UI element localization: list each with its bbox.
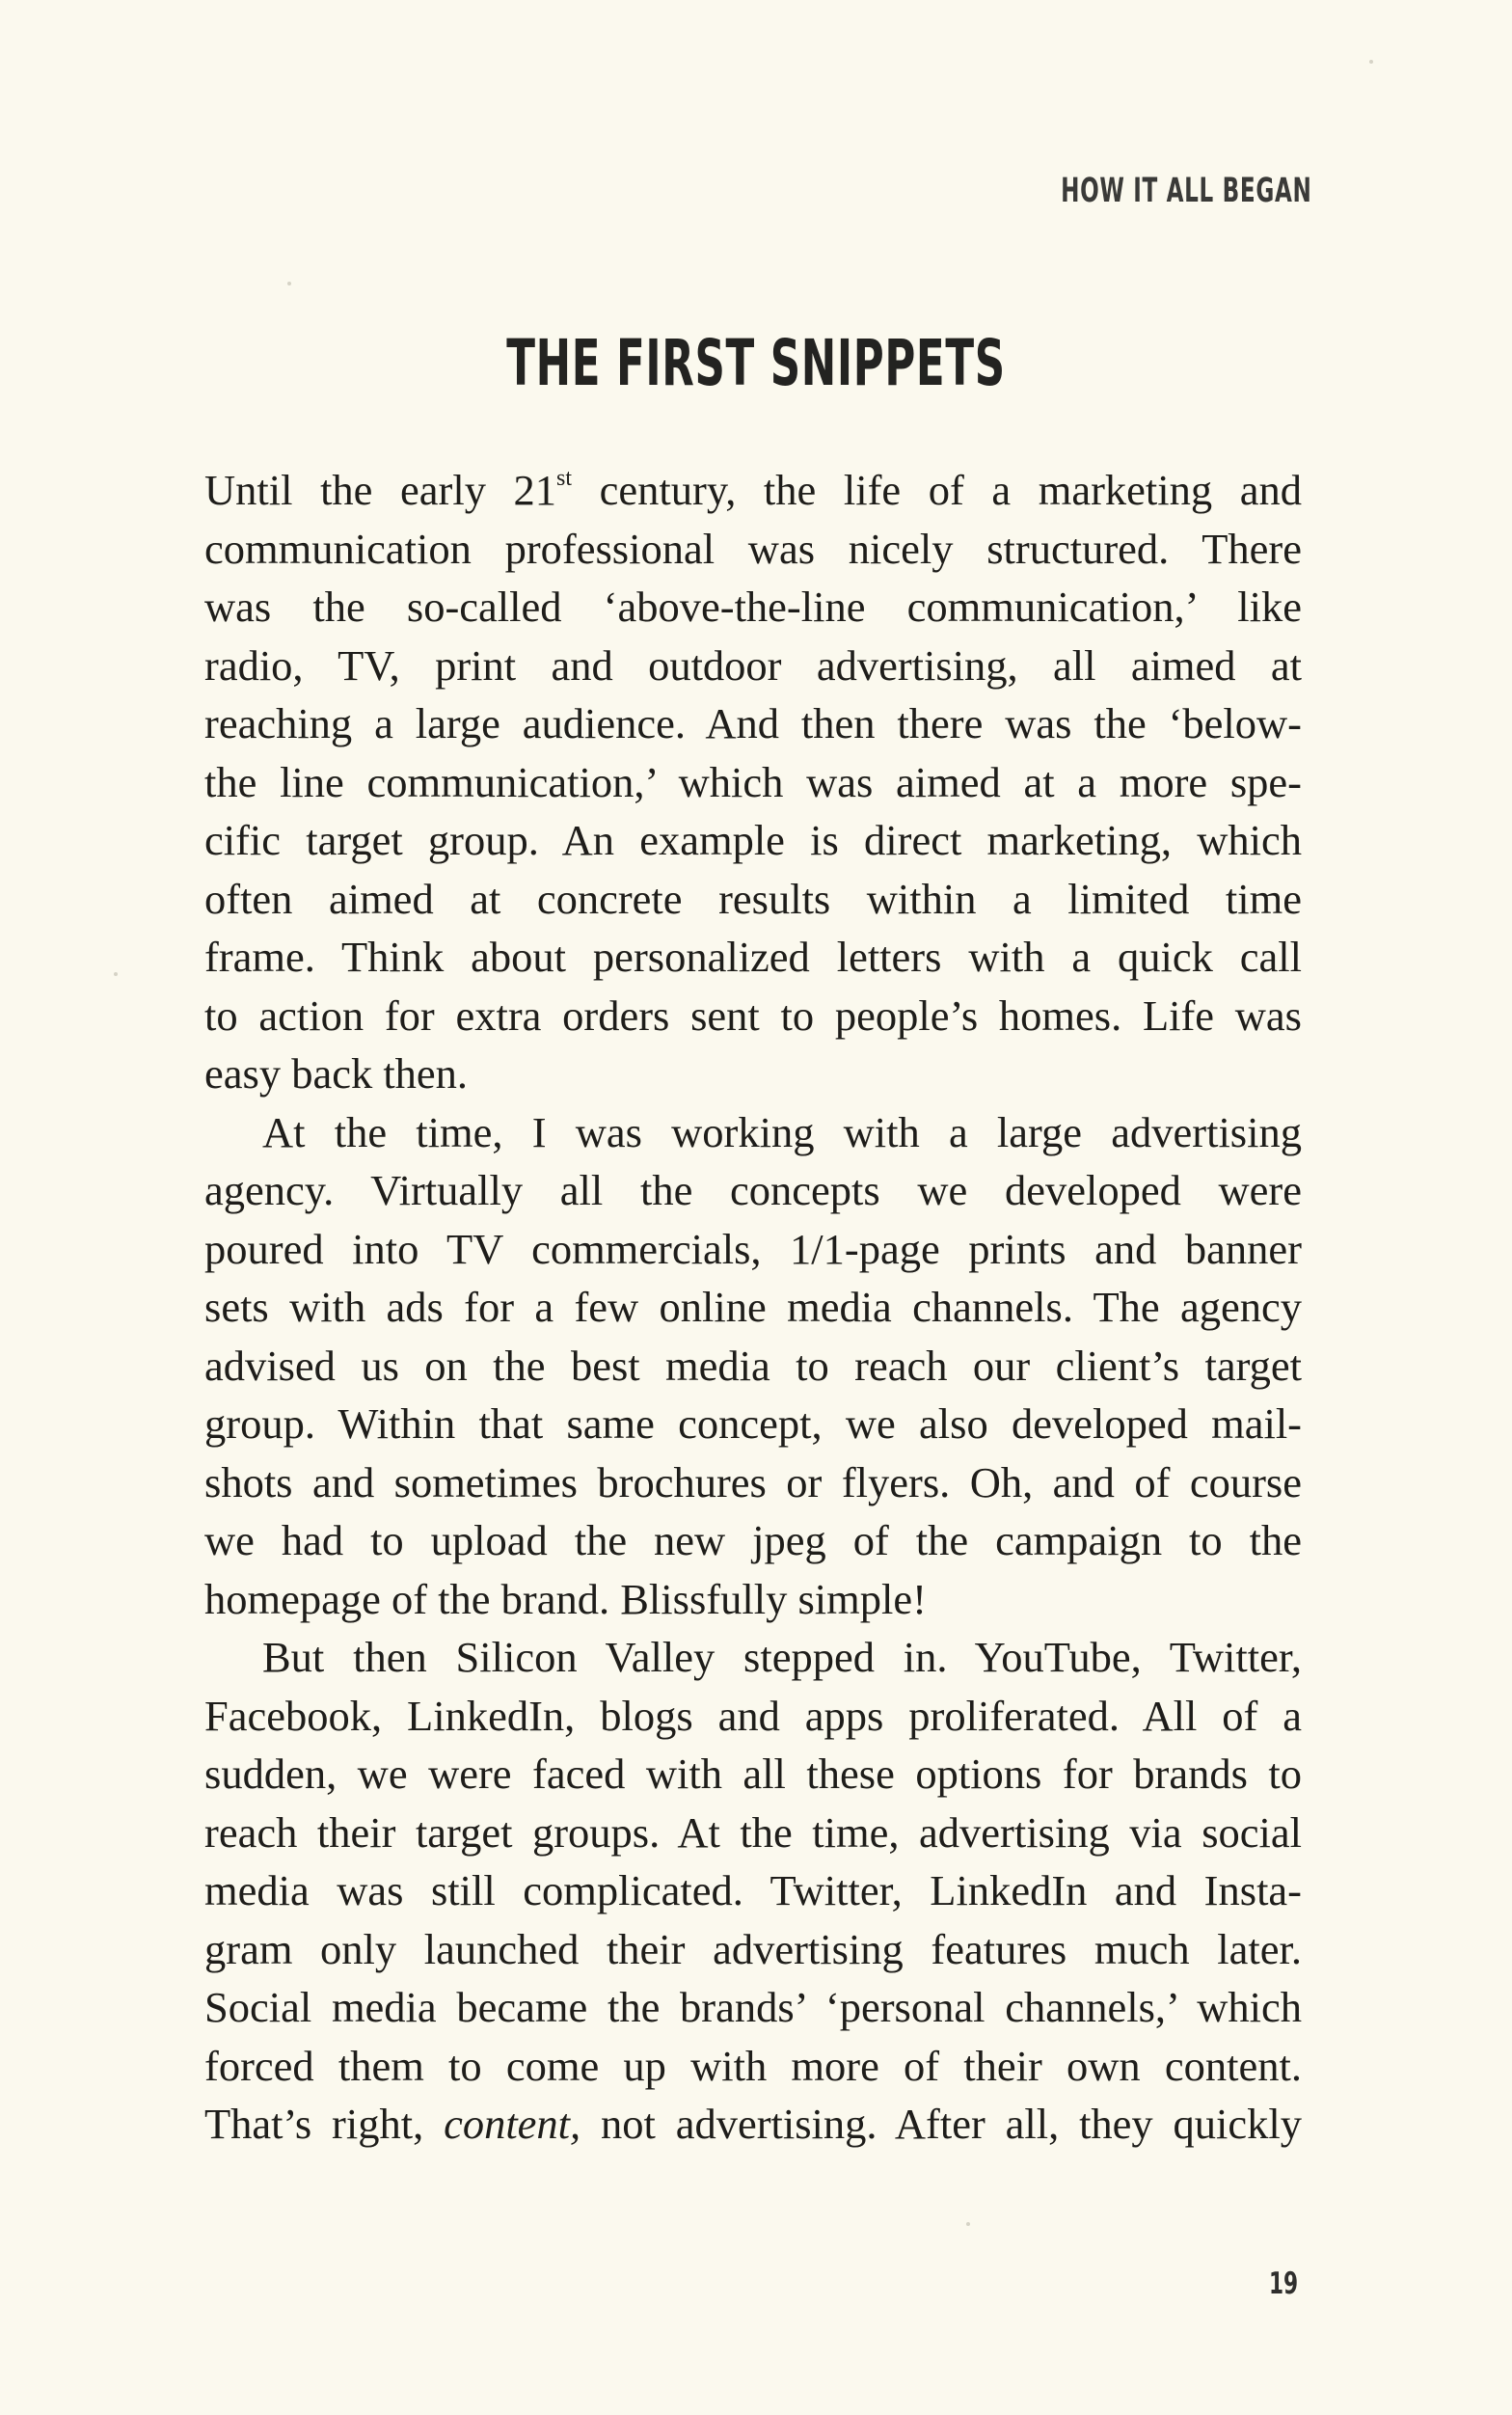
chapter-title-text: THE FIRST SNIPPETS xyxy=(506,326,1006,400)
body-text xyxy=(204,461,1302,2154)
text-line: communication professional was nicely structured. There xyxy=(204,524,1302,573)
text-line: to action for extra orders sent to people’s homes. Life was xyxy=(204,990,1302,1040)
text-line: often aimed at concrete results within a limited time xyxy=(204,874,1302,923)
text-line: poured into TV commercials, 1/1-page prints and banner xyxy=(204,1224,1302,1273)
page-number: 19 xyxy=(1268,2266,1298,2301)
text-line: That’s right, content, not advertising. After all, they quickly xyxy=(204,2100,1302,2148)
running-head: HOW IT ALL BEGAN xyxy=(1060,172,1311,210)
text-line: sudden, we were faced with all these options for brands to xyxy=(204,1750,1302,1798)
paper-speck xyxy=(1369,60,1373,64)
text-line: agency. Virtually all the concepts we developed were xyxy=(204,1166,1302,1214)
text-line: shots and sometimes brochures or flyers. Oh, and of course xyxy=(204,1457,1302,1506)
text-line: Facebook, LinkedIn, blogs and apps proliferated. All of a xyxy=(204,1691,1302,1740)
text-line: But then Silicon Valley stepped in. YouTube, Twitter, xyxy=(262,1633,1302,1681)
text-line: Social media became the brands’ ‘personal channels,’ which xyxy=(204,1983,1302,2031)
text-line: was the so-called ‘above-the-line communication,’ like xyxy=(204,583,1302,631)
superscript: st xyxy=(556,466,573,491)
text-line: advised us on the best media to reach our client’s target xyxy=(204,1341,1302,1390)
text-line: we had to upload the new jpeg of the campaign to the xyxy=(204,1516,1302,1564)
text-line: media was still complicated. Twitter, LinkedIn and Insta- xyxy=(204,1866,1302,1914)
text-line: sets with ads for a few online media channels. The agency xyxy=(204,1283,1302,1331)
text-line: homepage of the brand. Blissfully simple! xyxy=(204,1574,927,1623)
text-line: cific target group. An example is direct marketing, which xyxy=(204,816,1302,864)
paper-speck xyxy=(114,972,118,976)
text-line: easy back then. xyxy=(204,1049,469,1098)
chapter-title xyxy=(0,326,1512,400)
text-line: reaching a large audience. And then there was the ‘below- xyxy=(204,699,1302,747)
emphasis: content, xyxy=(444,2100,581,2148)
text-line: group. Within that same concept, we also developed mail- xyxy=(204,1399,1302,1448)
paper-speck xyxy=(287,282,291,285)
text-line: reach their target groups. At the time, advertising via social xyxy=(204,1807,1302,1857)
paper-speck xyxy=(966,2222,970,2226)
text-line: gram only launched their advertising features much later. xyxy=(204,1924,1302,1973)
text-line: At the time, I was working with a large advertising xyxy=(262,1107,1302,1156)
text-line: the line communication,’ which was aimed at a more spe- xyxy=(204,757,1302,806)
text-line: forced them to come up with more of their own content. xyxy=(204,2041,1302,2090)
text-line: Until the early 21st century, the life of a marketing and xyxy=(204,466,1302,514)
text-line: frame. Think about personalized letters with a quick call xyxy=(204,933,1302,981)
text-line: radio, TV, print and outdoor advertising, all aimed at xyxy=(204,640,1302,690)
